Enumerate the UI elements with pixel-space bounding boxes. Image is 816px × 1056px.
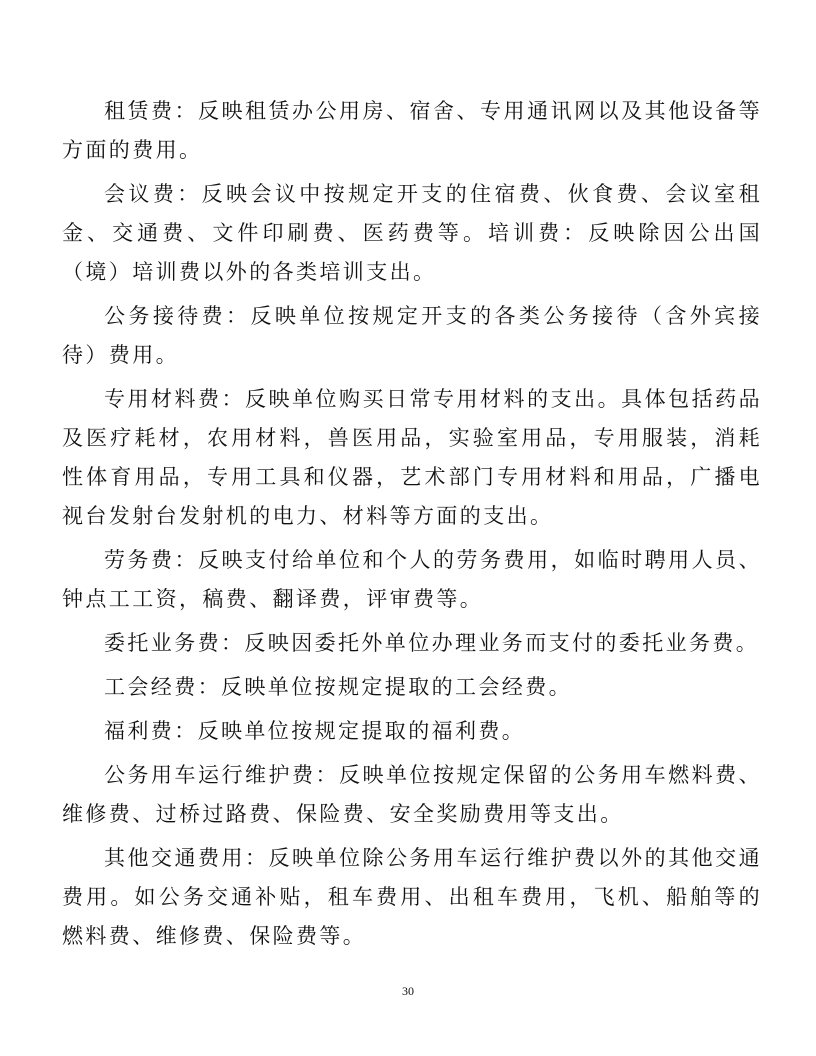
paragraph-commissioned-business-fee: 委托业务费：反映因委托外单位办理业务而支付的委托业务费。 xyxy=(104,631,760,655)
paragraph-rent-fee: 租赁费：反映租赁办公用房、宿舍、专用通讯网以及其他设备等方面的费用。 xyxy=(62,99,762,162)
paragraph-union-fee: 工会经费：反映单位按规定提取的工会经费。 xyxy=(104,675,572,699)
paragraph-official-vehicle-fee: 公务用车运行维护费：反映单位按规定保留的公务用车燃料费、维修费、过桥过路费、保险费、安全奖励费用等支出。 xyxy=(62,763,762,826)
document-body xyxy=(62,92,762,961)
paragraph-labor-fee: 劳务费：反映支付给单位和个人的劳务费用，如临时聘用人员、钟点工工资，稿费、翻译费，评审费等。 xyxy=(62,548,762,611)
paragraph-special-materials-fee: 专用材料费：反映单位购买日常专用材料的支出。具体包括药品及医疗耗材，农用材料，兽医用品，实验室用品，专用服装，消耗性体育用品，专用工具和仪器，艺术部门专用材料和用品，广播电视台发射台发射机的电力、材料等方面的支出。 xyxy=(62,387,762,528)
page-number: 30 xyxy=(402,984,414,998)
paragraph-welfare-fee: 福利费：反映单位按规定提取的福利费。 xyxy=(104,719,526,743)
paragraph-other-transport-fee: 其他交通费用：反映单位除公务用车运行维护费以外的其他交通费用。如公务交通补贴，租车费用、出租车费用，飞机、船舶等的燃料费、维修费、保险费等。 xyxy=(62,846,762,948)
paragraph-meeting-training-fee: 会议费：反映会议中按规定开支的住宿费、伙食费、会议室租金、交通费、文件印刷费、医药费等。培训费：反映除因公出国（境）培训费以外的各类培训支出。 xyxy=(62,182,762,284)
paragraph-reception-fee: 公务接待费：反映单位按规定开支的各类公务接待（含外宾接待）费用。 xyxy=(62,304,762,367)
